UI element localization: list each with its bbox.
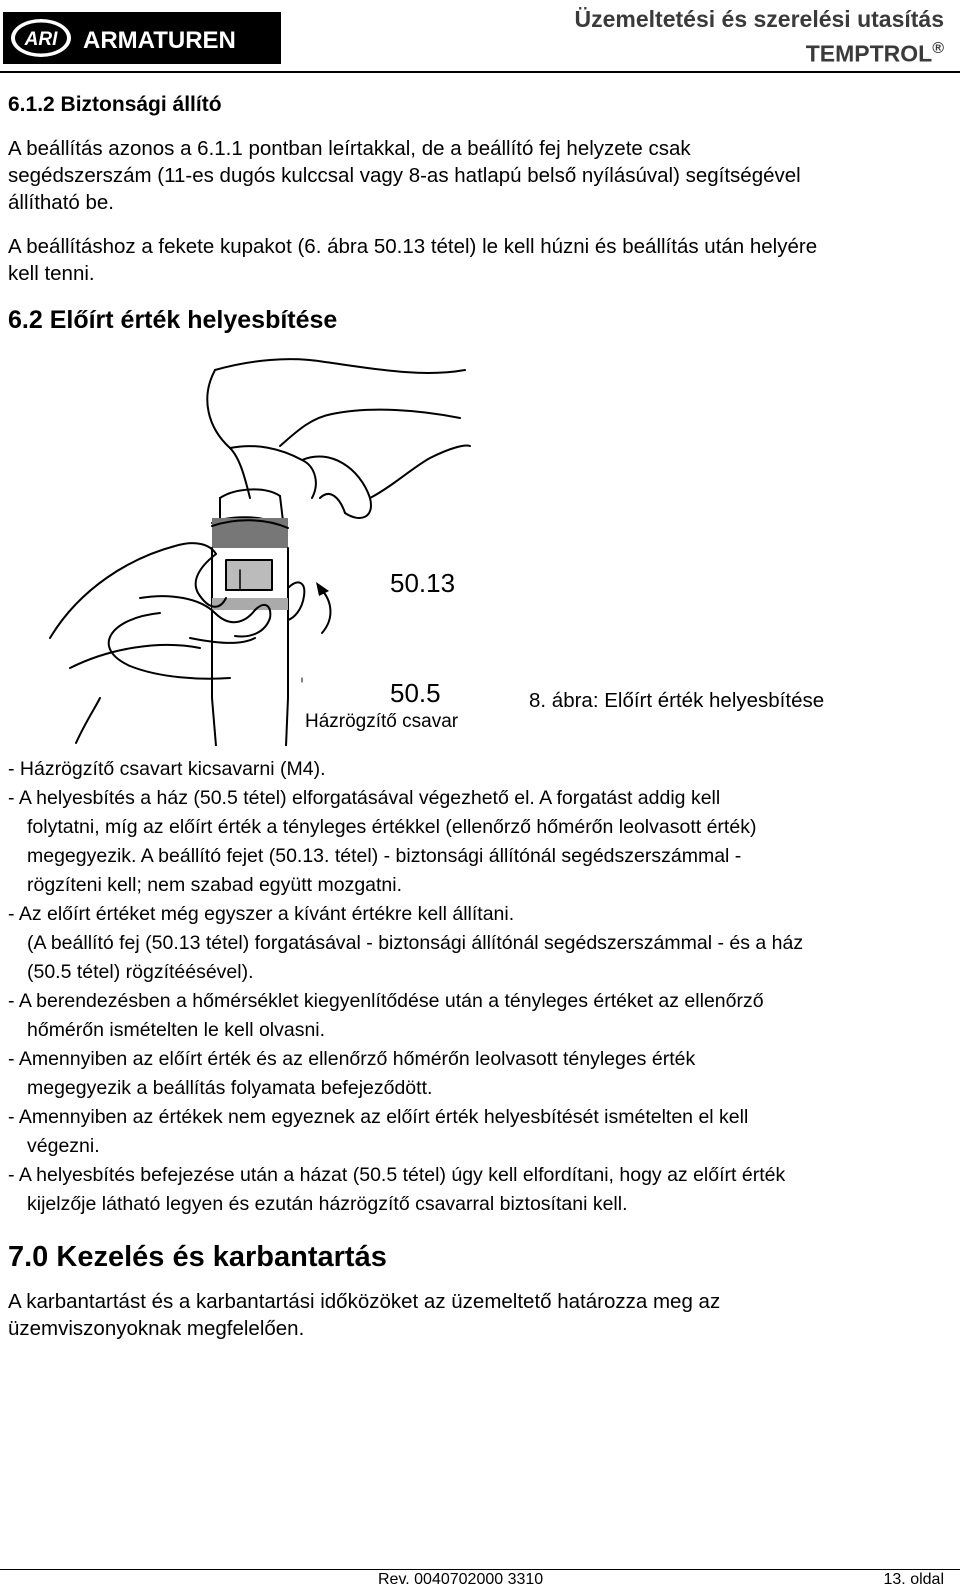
upper-hand-outline xyxy=(215,359,465,373)
registered-mark: ® xyxy=(932,40,944,57)
footer-divider xyxy=(0,1569,960,1570)
step-line-7: (A beállító fej (50.13 tétel) forgatásával - biztonsági állítónál segédszerszámmal - és a ház xyxy=(27,932,804,954)
step-line-14: végezni. xyxy=(27,1135,100,1157)
correction-steps xyxy=(8,755,803,1219)
para-612b-line-2: kell tenni. xyxy=(8,262,95,285)
para-612-line-1: A beállítás azonos a 6.1.1 pontban leírtakkal, de a beállító fej helyzete csak xyxy=(8,137,691,160)
step-line-12: megegyezik a beállítás folyamata befejeződött. xyxy=(27,1077,433,1099)
step-line-13: - Amennyiben az értékek nem egyeznek az előírt érték helyesbítését ismételten el kell xyxy=(8,1106,749,1128)
figure-setpoint-correction xyxy=(40,348,480,746)
step-line-3: folytatni, míg az előírt érték a tényleges értékkel (ellenőrző hőmérőn leolvasott érték) xyxy=(27,816,757,838)
step-line-11: - Amennyiben az előírt érték és az ellenőrző hőmérőn leolvasott tényleges érték xyxy=(8,1048,696,1070)
para-612-line-3: állítható be. xyxy=(8,191,114,214)
revision-number: Rev. 0040702000 3310 xyxy=(378,1571,544,1588)
heading-7-0: 7.0 Kezelés és karbantartás xyxy=(8,1241,387,1273)
step-line-9: - A berendezésben a hőmérséklet kiegyenlítődése után a tényleges értéket az ellenőrző xyxy=(8,990,764,1012)
label-50-13: 50.13 xyxy=(390,568,456,598)
logo-brand-text: ARMATUREN xyxy=(83,27,236,54)
upper-hand-thumb xyxy=(207,370,250,498)
step-line-6: - Az előírt értéket még egyszer a kívánt értékre kell állítani. xyxy=(8,903,515,925)
step-line-4: megegyezik. A beállító fejet (50.13. tétel) - biztonsági állítónál segédszerszámmal - xyxy=(27,845,742,867)
step-line-2: - A helyesbítés a ház (50.5 tétel) elforgatásával végezhető el. A forgatást addig kell xyxy=(8,787,721,809)
para-612-line-2: segédszerszám (11-es dugós kulccsal vagy 8-as hatlapú belső nyílásúval) segítségével xyxy=(8,164,801,187)
ari-armaturen-logo xyxy=(3,12,281,64)
heading-6-2: 6.2 Előírt érték helyesbítése xyxy=(8,306,338,334)
rotation-arrow-cap xyxy=(320,588,330,633)
para-70-line-1: A karbantartást és a karbantartási időközöket az üzemeltető határozza meg az xyxy=(8,1290,721,1313)
para-612b-line-1: A beállításhoz a fekete kupakot (6. ábra 50.13 tétel) le kell húzni és beállítás után helyére xyxy=(8,235,818,258)
lower-hand-outline xyxy=(50,543,216,638)
logo-ari-text: ARI xyxy=(24,29,58,50)
page-number: 13. oldal xyxy=(883,1571,944,1588)
upper-hand-finger xyxy=(302,456,371,518)
step-line-1: - Házrögzítő csavart kicsavarni (M4). xyxy=(8,758,326,780)
step-line-5: rögzíteni kell; nem szabad együtt mozgatni. xyxy=(27,874,403,896)
heading-6-1-2: 6.1.2 Biztonsági állító xyxy=(8,93,222,116)
header-divider xyxy=(0,71,960,73)
step-line-15: - A helyesbítés befejezése után a házat (50.5 tétel) úgy kell elfordítani, hogy az előírt érték xyxy=(8,1164,786,1186)
document-title: Üzemeltetési és szerelési utasítás xyxy=(574,6,944,32)
product-name xyxy=(806,34,944,69)
para-70-line-2: üzemviszonyoknak megfelelően. xyxy=(8,1317,305,1340)
step-line-10: hőmérőn ismételten le kell olvasni. xyxy=(27,1019,326,1041)
product-name-text: TEMPTROL xyxy=(805,40,933,67)
figure-caption: 8. ábra: Előírt érték helyesbítése xyxy=(529,689,825,712)
step-line-16: kijelzője látható legyen és ezután házrögzítő csavarral biztosítani kell. xyxy=(27,1193,628,1215)
step-line-8: (50.5 tétel) rögzítéésével). xyxy=(27,961,254,983)
label-50-5: 50.5 xyxy=(390,678,441,708)
scale-window xyxy=(226,560,272,590)
label-housing-screw: Házrögzítő csavar xyxy=(305,711,459,732)
